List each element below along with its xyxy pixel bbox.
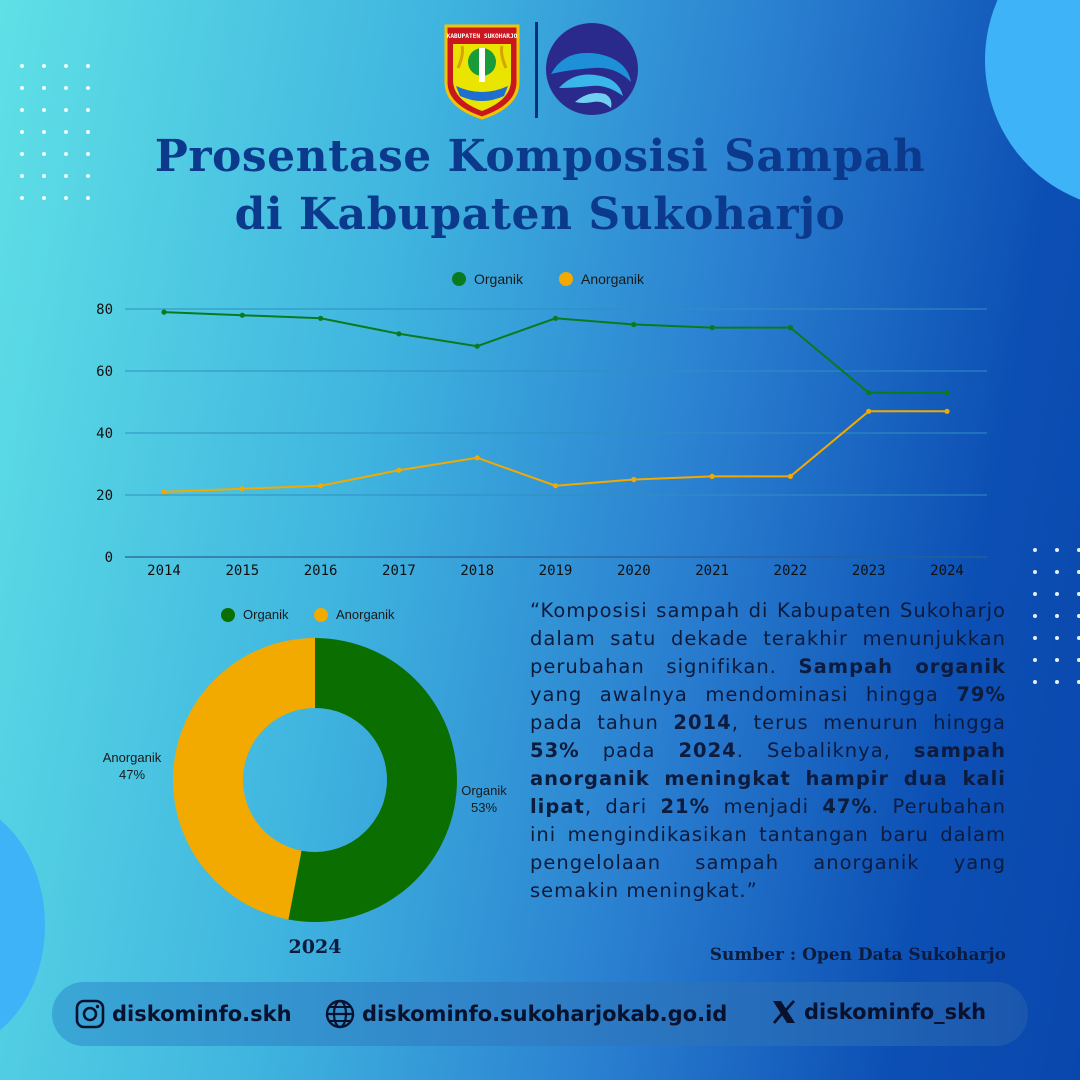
quote-bold: 2014 <box>673 711 732 734</box>
point-organik <box>161 310 166 315</box>
line-chart-grid <box>125 309 987 557</box>
pie-caption: 2024 <box>288 936 342 958</box>
quote-part: pada <box>579 739 679 762</box>
line-chart-x-ticks <box>147 563 964 579</box>
point-organik <box>631 322 636 327</box>
point-anorganik <box>866 409 871 414</box>
pie-label-anorganik <box>92 749 172 783</box>
legend-label-organik: Organik <box>474 271 524 287</box>
x-tick-label: 2021 <box>695 563 729 579</box>
point-organik <box>553 316 558 321</box>
quote-part: yang awalnya mendominasi hingga <box>530 683 957 706</box>
y-tick-label: 60 <box>96 364 113 380</box>
x-tick-label: 2014 <box>147 563 181 579</box>
quote-bold: 47% <box>822 795 873 818</box>
quote-text <box>530 597 1006 905</box>
pie-label-organik-name: Organik <box>461 783 507 798</box>
point-anorganik <box>396 468 401 473</box>
instagram-icon <box>74 998 106 1030</box>
pie-legend-anorganik <box>314 607 395 622</box>
donut-slice-anorganik <box>173 638 315 919</box>
point-anorganik <box>161 489 166 494</box>
x-logo-icon <box>770 998 798 1026</box>
y-tick-label: 40 <box>96 426 113 442</box>
footer-x[interactable] <box>770 998 986 1026</box>
point-organik <box>788 325 793 330</box>
x-tick-label: 2023 <box>851 563 886 579</box>
pie-label-anorganik-name: Anorganik <box>102 750 162 765</box>
point-organik <box>318 316 323 321</box>
quote-bold: Sampah organik <box>798 655 1006 678</box>
footer-x-handle: diskominfo_skh <box>804 1000 987 1024</box>
pie-label-organik-value: 53% <box>470 800 498 815</box>
quote-part: . Sebaliknya, <box>736 739 914 762</box>
point-anorganik <box>553 483 558 488</box>
point-organik <box>710 325 715 330</box>
quote-part: , terus menurun hingga <box>731 711 1006 734</box>
quote-bold: 21% <box>660 795 711 818</box>
y-tick-label: 80 <box>96 302 113 318</box>
line-chart-y-ticks <box>96 302 113 566</box>
point-organik <box>396 331 401 336</box>
quote-bold: sampah anorganik meningkat hampir dua kali lipat <box>530 739 1006 818</box>
pie-label-organik <box>448 782 520 816</box>
point-organik <box>866 390 871 395</box>
quote-bold: 53% <box>530 739 580 762</box>
point-organik <box>240 313 245 318</box>
point-anorganik <box>944 409 949 414</box>
x-tick-label: 2024 <box>930 563 964 579</box>
title-line-1: Prosentase Komposisi Sampah <box>154 131 926 182</box>
x-tick-label: 2020 <box>616 563 651 579</box>
point-organik <box>475 344 480 349</box>
quote-bold: 2024 <box>678 739 737 762</box>
footer-website[interactable] <box>324 998 727 1030</box>
footer-bar <box>52 982 1028 1046</box>
footer-website-url: diskominfo.sukoharjokab.go.id <box>362 1002 728 1026</box>
pie-legend-label-organik: Organik <box>243 607 289 622</box>
quote-part: menjadi <box>710 795 823 818</box>
pie-legend-dot-anorganik <box>314 608 328 622</box>
x-tick-label: 2018 <box>460 563 495 579</box>
pie-legend-label-anorganik: Anorganik <box>336 607 395 622</box>
point-anorganik <box>788 474 793 479</box>
quote-part: . Perubahan ini mengindikasikan tantangan baru dalam pengelolaan sampah anorganik yang semakin meningkat.” <box>530 795 1006 902</box>
source-credit: Sumber : Open Data Sukoharjo <box>709 945 1006 965</box>
point-anorganik <box>475 455 480 460</box>
emblem-text: KABUPATEN SUKOHARJO <box>446 33 518 40</box>
footer-instagram[interactable] <box>74 998 292 1030</box>
pie-label-anorganik-value: 47% <box>118 767 146 782</box>
series-line-organik <box>164 312 947 393</box>
quote-part: , dari <box>584 795 661 818</box>
quote-part: “Komposisi sampah di Kabupaten Sukoharjo dalam satu dekade terakhir menunjukkan perubahan signifikan. <box>530 599 1006 678</box>
y-tick-label: 20 <box>96 488 113 504</box>
point-anorganik <box>710 474 715 479</box>
pie-legend-organik <box>221 607 289 622</box>
x-tick-label: 2017 <box>382 563 416 579</box>
x-tick-label: 2019 <box>538 563 573 579</box>
footer-instagram-handle: diskominfo.skh <box>112 1002 292 1026</box>
decor-circle-left <box>0 800 45 1050</box>
line-chart-series <box>161 310 949 495</box>
point-anorganik <box>240 486 245 491</box>
x-tick-label: 2016 <box>303 563 338 579</box>
pie-legend-dot-organik <box>221 608 235 622</box>
globe-icon <box>324 998 356 1030</box>
point-anorganik <box>631 477 636 482</box>
y-tick-label: 0 <box>104 550 113 566</box>
quote-part: pada tahun <box>530 711 674 734</box>
legend-label-anorganik: Anorganik <box>581 271 645 287</box>
title-line-2: di Kabupaten Sukoharjo <box>234 189 846 240</box>
x-tick-label: 2015 <box>225 563 260 579</box>
x-tick-label: 2022 <box>773 563 808 579</box>
series-line-anorganik <box>164 411 947 492</box>
point-anorganik <box>318 483 323 488</box>
point-organik <box>944 390 949 395</box>
quote-bold: 79% <box>956 683 1006 706</box>
donut-chart <box>160 630 470 930</box>
